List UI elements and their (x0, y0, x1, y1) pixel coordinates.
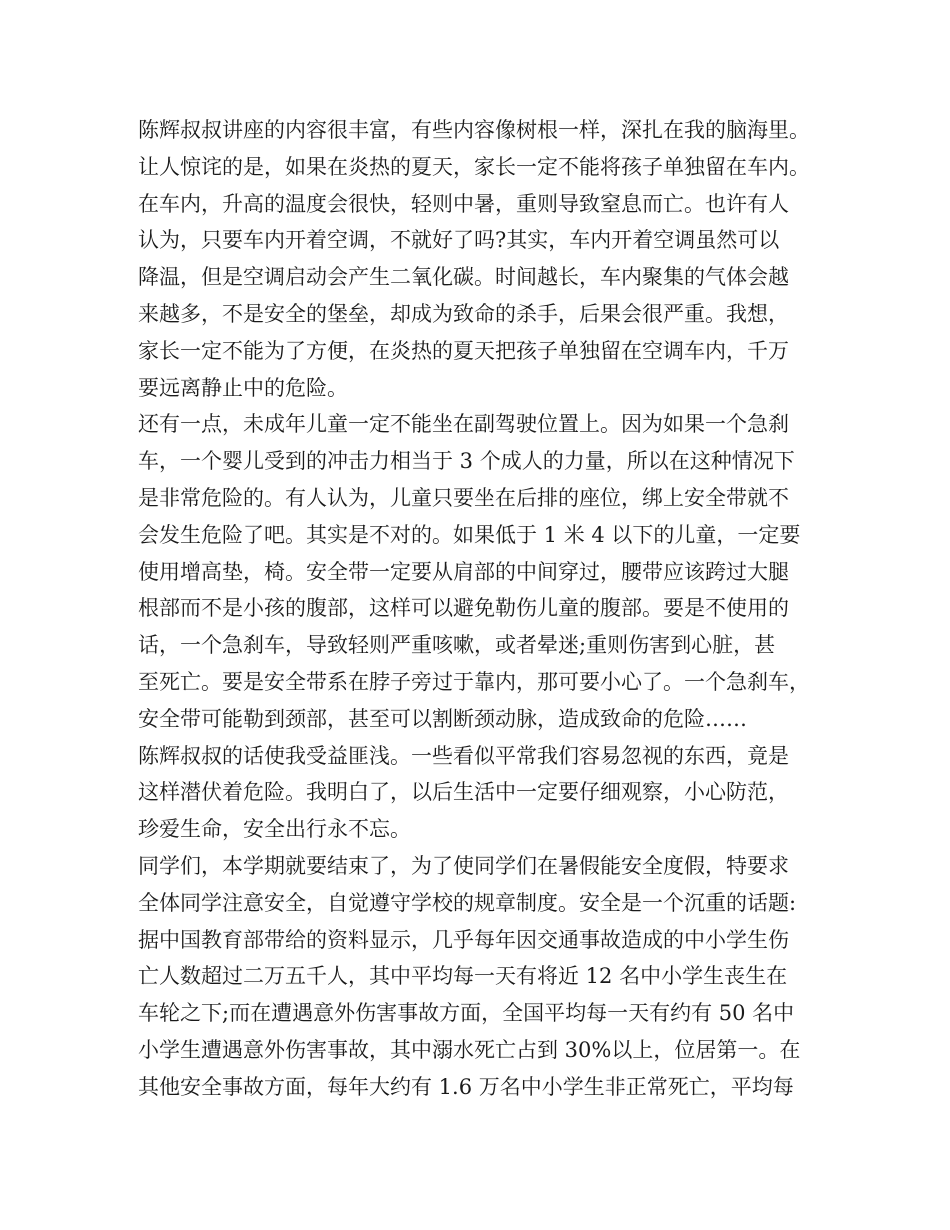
text-line: 陈辉叔叔讲座的内容很丰富，有些内容像树根一样，深扎在我的脑海里。 (138, 118, 810, 142)
text-line: 陈辉叔叔的话使我受益匪浅。一些看似平常我们容易忽视的东西，竟是 (138, 743, 789, 768)
text-line: 至死亡。要是安全带系在脖子旁过于靠内，那可要小心了。一个急刹车， (138, 669, 810, 694)
text-line: 同学们，本学期就要结束了，为了使同学们在暑假能安全度假，特要求 (138, 853, 789, 878)
text-line: 认为，只要车内开着空调，不就好了吗?其实，车内开着空调虽然可以 (138, 228, 780, 253)
text-line: 亡人数超过二万五千人，其中平均每一天有将近 12 名中小学生丧生在 (138, 964, 788, 989)
body-text (138, 112, 828, 1106)
text-line: 来越多，不是安全的堡垒，却成为致命的杀手，后果会很严重。我想， (138, 301, 789, 326)
text-line: 要远离静止中的危险。 (138, 375, 348, 400)
text-line: 会发生危险了吧。其实是不对的。如果低于 1 米 4 以下的儿童，一定要 (138, 522, 801, 547)
text-line: 还有一点，未成年儿童一定不能坐在副驾驶位置上。因为如果一个急刹 (138, 412, 789, 437)
text-line: 使用增高垫，椅。安全带一定要从肩部的中间穿过，腰带应该跨过大腿 (138, 559, 789, 584)
text-line: 珍爱生命，安全出行永不忘。 (138, 817, 411, 842)
text-line: 让人惊诧的是，如果在炎热的夏天，家长一定不能将孩子单独留在车内。 (138, 154, 810, 179)
text-line: 根部而不是小孩的腹部，这样可以避免勒伤儿童的腹部。要是不使用的 (138, 596, 789, 621)
text-line: 话，一个急刹车，导致轻则严重咳嗽，或者晕迷;重则伤害到心脏，甚 (138, 633, 776, 658)
text-line: 家长一定不能为了方便，在炎热的夏天把孩子单独留在空调车内，千万 (138, 338, 789, 363)
text-line: 其他安全事故方面，每年大约有 1.6 万名中小学生非正常死亡，平均每 (138, 1074, 794, 1099)
text-line: 小学生遭遇意外伤害事故，其中溺水死亡占到 30%以上，位居第一。在 (138, 1037, 801, 1062)
text-line: 全体同学注意安全，自觉遵守学校的规章制度。安全是一个沉重的话题: (138, 890, 797, 915)
text-line: 据中国教育部带给的资料显示，几乎每年因交通事故造成的中小学生伤 (138, 927, 789, 952)
text-line: 这样潜伏着危险。我明白了，以后生活中一定要仔细观察，小心防范， (138, 780, 789, 805)
text-line: 是非常危险的。有人认为，儿童只要坐在后排的座位，绑上安全带就不 (138, 485, 789, 510)
text-line: 车，一个婴儿受到的冲击力相当于 3 个成人的力量，所以在这种情况下 (138, 449, 795, 474)
text-line: 车轮之下;而在遭遇意外伤害事故方面，全国平均每一天有约有 50 名中 (138, 1001, 795, 1026)
text-line: 降温，但是空调启动会产生二氧化碳。时间越长，车内聚集的气体会越 (138, 265, 789, 290)
text-line: 在车内，升高的温度会很快，轻则中暑，重则导致窒息而亡。也许有人 (138, 191, 789, 216)
text-line: 安全带可能勒到颈部，甚至可以割断颈动脉，造成致命的危险…… (138, 706, 747, 731)
